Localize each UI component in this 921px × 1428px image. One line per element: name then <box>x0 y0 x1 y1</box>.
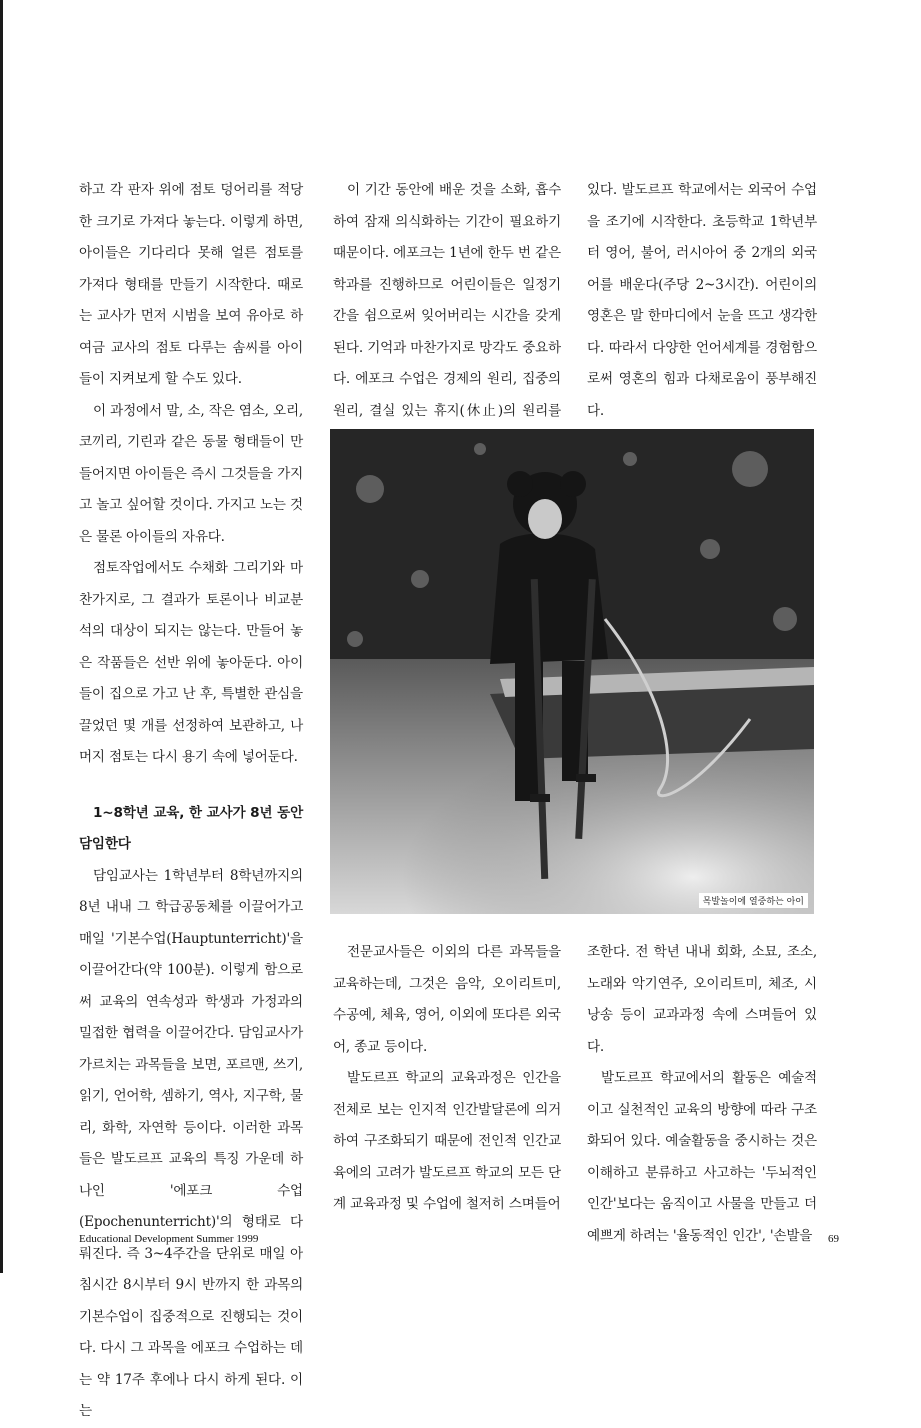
column-2-lower <box>333 937 561 1221</box>
paragraph: 있다. 발도르프 학교에서는 외국어 수업을 조기에 시작한다. 초등학교 1학년부터 영어, 불어, 러시아어 중 2개의 외국어를 배운다(주당 2~3시간). 어린이의 영혼은 말 한마디에서 눈을 뜨고 생각한다. 따라서 다양한 언어세계를 경험함으로써 영혼의 힘과 다채로움이 풍부해진다. <box>587 182 817 419</box>
paragraph: 하고 각 판자 위에 점토 덩어리를 적당한 크기로 가져다 놓는다. 이렇게 하면, 아이들은 기다리다 못해 얼른 점토를 가져다 형태를 만들기 시작한다. 때로는 교사가 먼저 시범을 보여 유아로 하여금 교사의 점토 다루는 솜씨를 아이들이 지켜보게 할 수도 있다. <box>79 182 303 387</box>
paragraph: 전문교사들은 이외의 다른 과목들을 교육하는데, 그것은 음악, 오이리트미, 수공예, 체육, 영어, 이외에 또다른 외국어, 종교 등이다. <box>333 944 561 1055</box>
paragraph: 점토작업에서도 수채화 그리기와 마찬가지로, 그 결과가 토론이나 비교분석의 대상이 되지는 않는다. 만들어 놓은 작품들은 선반 위에 놓아둔다. 아이들이 집으로 가고 난 후, 특별한 관심을 끌었던 몇 개를 선정하여 보관하고, 나머지 점토는 다시 용기 속에 넣어둔다. <box>79 560 303 765</box>
paragraph: 담임교사는 1학년부터 8학년까지의 8년 내내 그 학급공동체를 이끌어가고 매일 '기본수업(Hauptunterricht)'을 이끌어간다(약 100분). 이렇게 함으로써 교육의 연속성과 학생과 가정과의 밀접한 협력을 이끌어간다. 담임교사가 가르치는 과목들을 보면, 포르맨, 쓰기, 읽기, 언어학, 셈하기, 역사, 지구학, 물리, 화학, 자연학 등이다. 이러한 과목들은 발도르프 교육의 특징 가운데 하나인 '에포크 수업(Epochenunterricht)'의 형태로 다뤄진다. 즉 3~4주간을 단위로 매일 아침시간 8시부터 9시 반까지 한 과목의 기본수업이 집중적으로 진행되는 것이다. 다시 그 과목을 에포크 수업하는 데는 약 17주 후에나 다시 하게 된다. 이는 <box>79 867 303 1419</box>
paragraph: 이 과정에서 말, 소, 작은 염소, 오리, 코끼리, 기린과 같은 동물 형태들이 만들어지면 아이들은 즉시 그것들을 가지고 놀고 싶어할 것이다. 가지고 노는 것은 물론 아이들의 자유다. <box>79 402 303 545</box>
photo-child-on-stilts <box>330 429 814 914</box>
paragraph: 이 기간 동안에 배운 것을 소화, 흡수하여 잠재 의식화하는 기간이 필요하기 때문이다. 에포크는 1년에 한두 번 같은 학과를 진행하므로 어린이들은 일정기간을 쉼으로써 잊어버리는 시간을 갖게 된다. 기억과 마찬가지로 망각도 중요하다. 에포크 수업은 경제의 원리, 집중의 원리, 결실 있는 휴지(休止)의 원리를 <box>333 182 561 419</box>
page-edge-bar <box>0 0 3 1273</box>
column-2 <box>333 175 561 459</box>
page-number: 69 <box>828 1233 839 1245</box>
column-3-lower <box>587 937 817 1252</box>
column-3 <box>587 175 817 459</box>
footer-journal-title: Educational Development Summer 1999 <box>79 1233 259 1245</box>
paragraph: 발도르프 학교의 교육과정은 인간을 전체로 보는 인지적 인간발달론에 의거하여 구조화되기 때문에 전인적 인간교육에의 고려가 발도르프 학교의 모든 단계 교육과정 및 수업에 철저히 스며들어 <box>333 1070 561 1212</box>
photo-caption: 목발놀이에 열중하는 아이 <box>699 893 808 908</box>
section-heading: 1~8학년 교육, 한 교사가 8년 동안 담임한다 <box>79 804 303 852</box>
paragraph: 발도르프 학교에서의 활동은 예술적이고 실천적인 교육의 방향에 따라 구조화되어 있다. 예술활동을 중시하는 것은 이해하고 분류하고 사고하는 '두뇌적인 인간'보다는 움직이고 사물을 만들고 더 예쁘게 하려는 '율동적인 인간', '손발을 <box>587 1070 817 1244</box>
paragraph: 조한다. 전 학년 내내 회화, 소묘, 조소, 노래와 악기연주, 오이리트미, 체조, 시 낭송 등이 교과과정 속에 스며들어 있다. <box>587 944 817 1055</box>
photo-illustration <box>330 429 814 914</box>
